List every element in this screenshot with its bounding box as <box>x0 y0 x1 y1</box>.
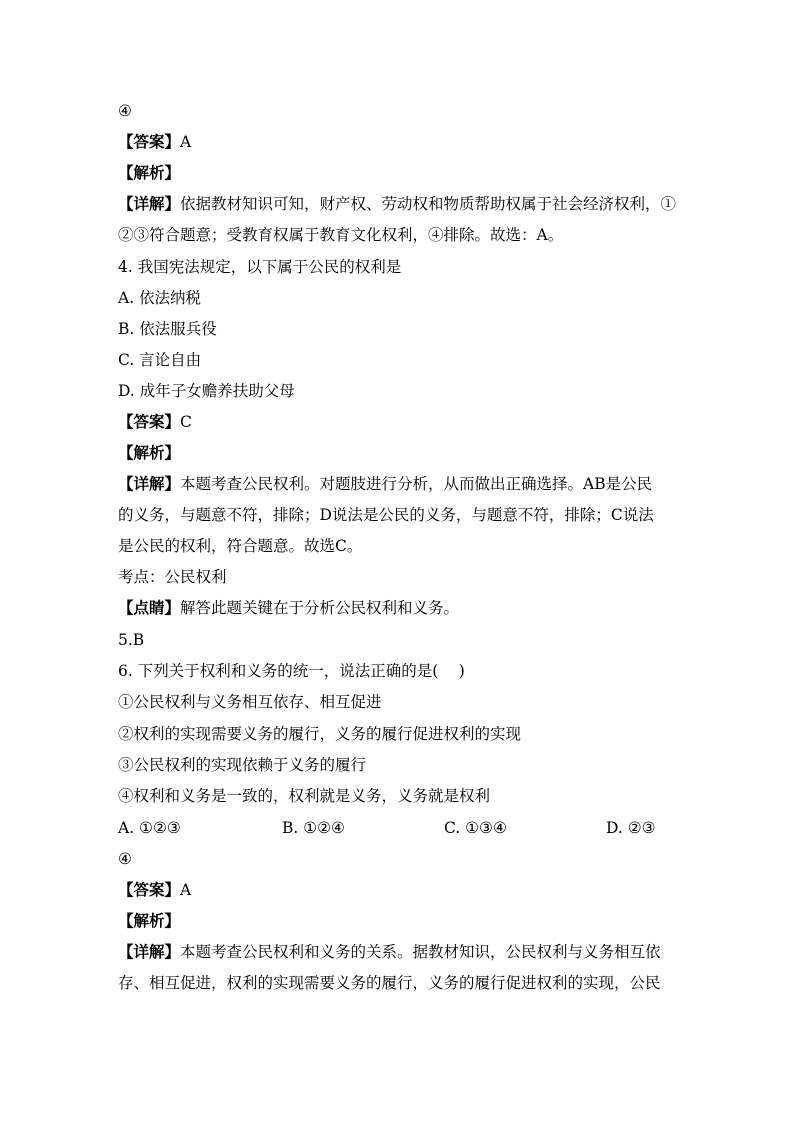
statement-1: ①公民权利与义务相互依存、相互促进 <box>118 693 382 711</box>
option-continuation: ④ <box>118 102 132 120</box>
detail-tag: 【详解】 <box>118 942 181 961</box>
detail-line: 的义务，与题意不符，排除；D说法是公民的义务，与题意不符，排除；C说法 <box>118 506 654 524</box>
detail-text: 本题考查公民权利和义务的关系。据教材知识，公民权利与义务相互依 <box>180 943 661 961</box>
answer-line <box>118 132 191 152</box>
question-stem: 4. 我国宪法规定，以下属于公民的权利是 <box>118 258 402 276</box>
answer-line <box>118 880 191 900</box>
detail-text: 本题考查公民权利。对题肢进行分析，从而做出正确选择。AB是公民 <box>180 475 653 493</box>
dianjing-text: 解答此题关键在于分析公民权利和义务。 <box>180 599 460 617</box>
analysis-tag: 【解析】 <box>118 443 181 462</box>
statement-4: ④权利和义务是一致的，权利就是义务，义务就是权利 <box>118 787 491 805</box>
option-b: B. 依法服兵役 <box>118 320 217 338</box>
option-a: A. 依法纳税 <box>118 289 202 307</box>
option-d: D. 成年子女赡养扶助父母 <box>118 382 295 400</box>
detail-line: ②③符合题意；受教育权属于教育文化权利，④排除。故选：A。 <box>118 226 564 244</box>
answer-tag: 【答案】 <box>118 132 181 151</box>
answer-tag: 【答案】 <box>118 412 181 431</box>
option-b: B. ①②④ <box>282 819 345 837</box>
statement-2: ②权利的实现需要义务的履行，义务的履行促进权利的实现 <box>118 725 522 743</box>
answer-value: A <box>180 881 192 899</box>
analysis-tag: 【解析】 <box>118 163 181 182</box>
analysis-tag: 【解析】 <box>118 911 181 930</box>
detail-line <box>118 942 661 962</box>
detail-tag: 【详解】 <box>118 474 181 493</box>
detail-line <box>118 474 652 494</box>
answer-tag: 【答案】 <box>118 880 181 899</box>
option-c: C. 言论自由 <box>118 351 202 369</box>
answer-line <box>118 412 192 432</box>
detail-line <box>118 194 676 214</box>
detail-tag: 【详解】 <box>118 194 181 213</box>
dianjing-line <box>118 598 459 618</box>
option-continuation: ④ <box>118 850 132 868</box>
detail-line: 是公民的权利，符合题意。故选C。 <box>118 537 363 555</box>
option-c: C. ①③④ <box>444 819 507 837</box>
statement-3: ③公民权利的实现依赖于义务的履行 <box>118 756 367 774</box>
options-row <box>118 818 678 838</box>
question-stem: 6. 下列关于权利和义务的统一，说法正确的是( ) <box>118 662 465 680</box>
option-a: A. ①②③ <box>118 819 181 837</box>
question-5-answer: 5.B <box>118 631 145 649</box>
kaodian-line: 考点：公民权利 <box>118 568 227 586</box>
detail-line: 存、相互促进，权利的实现需要义务的履行，义务的履行促进权利的实现，公民 <box>118 974 661 992</box>
answer-value: A <box>180 133 192 151</box>
answer-value: C <box>180 413 192 431</box>
option-d: D. ②③ <box>606 819 656 837</box>
detail-text: 依据教材知识可知，财产权、劳动权和物质帮助权属于社会经济权利，① <box>180 195 677 213</box>
dianjing-tag: 【点睛】 <box>118 598 181 617</box>
